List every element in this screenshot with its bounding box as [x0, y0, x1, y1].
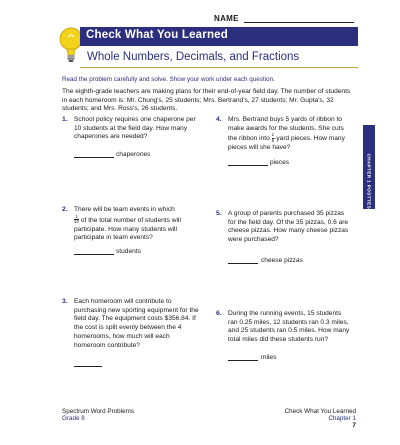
title-divider — [80, 67, 358, 68]
problem-6-answer-line[interactable] — [228, 360, 258, 361]
problem-5-unit: cheese pizzas — [261, 257, 303, 264]
problem-2-text-a: There will be team events in which — [74, 206, 175, 213]
problem-3-number: 3. — [62, 298, 68, 305]
problem-2-unit: students — [116, 248, 141, 255]
problem-6-text: During the running events, 15 students ran 0.25 miles, 12 students ran 0.3 miles, and 25 students ran 0.5 miles. How many total miles did these students run? — [228, 310, 350, 344]
problem-3 — [62, 298, 202, 378]
problem-1-unit: chaperones — [116, 151, 151, 158]
problem-6 — [216, 310, 356, 370]
footer-right — [285, 408, 356, 429]
instruction-text: Read the problem carefully and solve. Show your work under each question. — [62, 76, 275, 83]
problem-1 — [62, 116, 202, 176]
problem-4-text-a: Mrs. Bertrand buys 5 yards of ribbon to make awards for the students. She cuts the ribbon into — [228, 116, 344, 143]
problem-4-text-b: -yard pieces. How many pieces will she have? — [228, 135, 345, 152]
problem-2-text-b: of the total number of students will participate. How many students will participate in team events? — [74, 216, 181, 242]
problem-2-answer-line[interactable] — [74, 254, 114, 255]
problem-2-number: 2. — [62, 206, 68, 213]
problem-1-number: 1. — [62, 116, 68, 123]
problem-4-answer-line[interactable] — [228, 165, 268, 166]
problem-6-unit: miles — [261, 354, 277, 361]
chapter-side-tab-label — [367, 154, 372, 176]
problem-5-text: A group of parents purchased 35 pizzas for the field day. Of the 35 pizzas, 0.6 are cheese pizzas. How many cheese pizzas were purchased? — [228, 210, 349, 244]
problem-2 — [62, 206, 202, 266]
problem-5 — [216, 210, 356, 270]
problem-6-number: 6. — [216, 310, 222, 317]
problem-4 — [216, 116, 356, 176]
intro-paragraph: The eighth-grade teachers are making plans for their end-of-year field day. The number of students in each homeroom is: Mr. Chung's, 25 students; Mrs. Bertrand's, 27 students; Mr. Gupta's, 32 students; and Mrs. Ross's, 26 students. — [62, 88, 351, 113]
name-input-line[interactable] — [244, 22, 354, 23]
page-subtitle: Whole Numbers, Decimals, and Fractions — [87, 51, 300, 63]
problem-4-unit: pieces — [270, 159, 290, 166]
problem-2-fraction: $\frac{1}{10}$ — [74, 213, 80, 225]
name-label: NAME — [214, 14, 239, 23]
problem-3-answer-line[interactable] — [74, 366, 102, 367]
problem-1-text: School policy requires one chaperone per 10 students at the field day. How many chaperones are needed? — [74, 116, 196, 141]
problem-5-number: 5. — [216, 210, 222, 217]
footer-left — [62, 408, 134, 422]
problem-1-answer-line[interactable] — [74, 157, 114, 158]
page-title: Check What You Learned — [86, 29, 229, 41]
problem-5-answer-line[interactable] — [228, 263, 258, 264]
footer-grade: Grade 8 — [62, 415, 85, 422]
footer-chapter: Chapter 1 — [328, 415, 356, 422]
problem-3-text: Each homeroom will contribute to purchasing new sporting equipment for the field day. The equipment costs $356.84. If the cost is split evenly between the 4 homerooms, how much will each homeroom contribute? — [74, 298, 199, 349]
problem-4-number: 4. — [216, 116, 222, 123]
footer-book-title: Spectrum Word Problems — [62, 408, 134, 415]
page-number: 7 — [352, 422, 356, 429]
footer-section-title: Check What You Learned — [284, 408, 356, 415]
problem-4-fraction: $\frac{1}{6}$ — [271, 132, 275, 143]
